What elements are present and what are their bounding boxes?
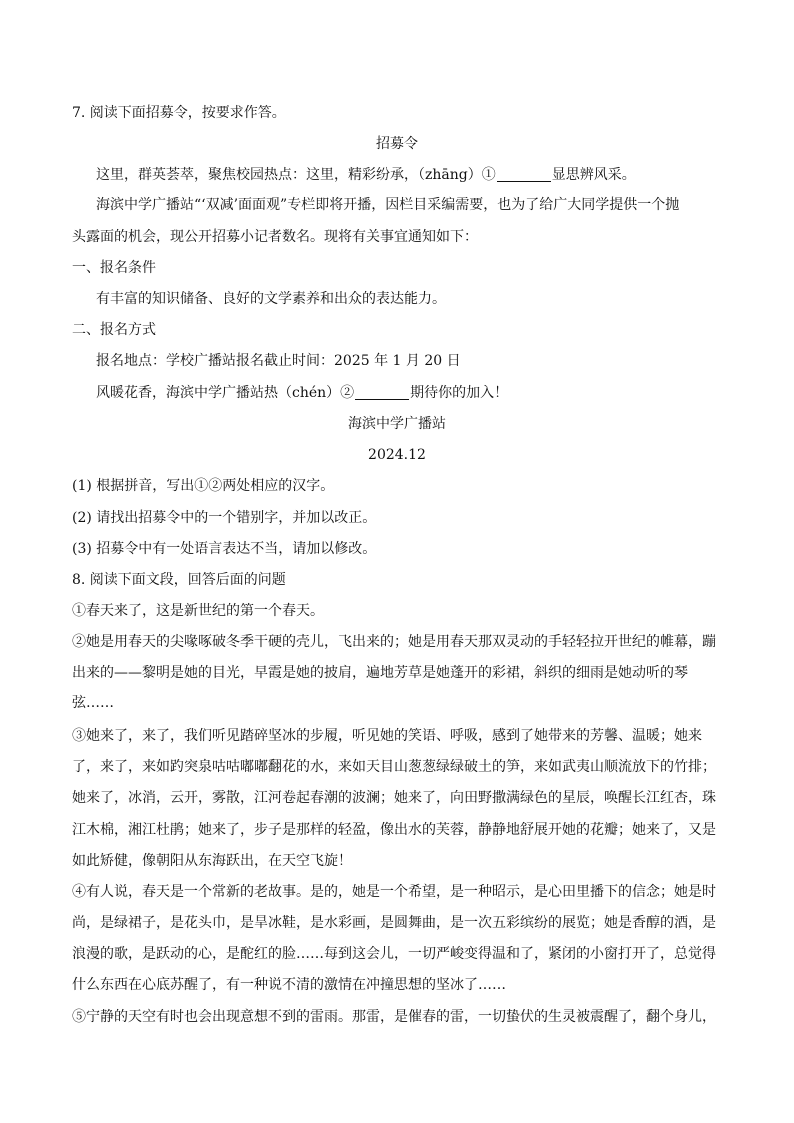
section2-text: 报名地点：学校广播站报名截止时间：2025 年 1 月 20 日 [96,353,461,369]
q8-p4-line1: ④有人说，春天是一个常新的老故事。是的，她是一个希望，是一种昭示，是心田里播下的信念；她是时 [72,884,716,900]
answer-blank-2 [355,385,409,400]
closing-before: 风暖花香，海滨中学广播站热（chén）② [96,385,355,401]
q7-para2-line1: 海滨中学广播站“‘双减’面面观”专栏即将开播，因栏目采编需要，也为了给广大同学提供一个抛 [96,197,680,213]
q8-p2-line2: 出来的——黎明是她的目光，早霞是她的披肩，遍地芳草是她蓬开的彩裙，斜织的细雨是她动听的琴 [72,665,688,681]
recruitment-title: 招募令 [376,136,418,152]
q7-para2-line2: 头露面的机会，现公开招募小记者数名。现将有关事宜通知如下： [72,229,478,245]
q8-p5-line1: ⑤宁静的天空有时也会出现意想不到的雷雨。那雷，是催春的雷，一切蛰伏的生灵被震醒了，翻个身儿， [72,1009,716,1025]
q7-question: 7. 阅读下面招募令，按要求作答。 [72,105,286,121]
q7-para1-after: 显思辨风采。 [551,167,636,183]
section1-heading: 一、报名条件 [72,260,156,276]
q8-p3-line5: 如此矫健，像朝阳从东海跃出，在天空飞旋！ [72,853,352,869]
q8-p4-line2: 尚，是绿裙子，是花头巾，是旱冰鞋，是水彩画，是圆舞曲，是一次五彩缤纷的展览；她是香醇的酒，是 [72,915,716,931]
q7-sub1: (1) 根据拼音，写出①②两处相应的汉字。 [72,478,335,494]
section2-heading: 二、报名方式 [72,322,156,338]
q8-p3-line4: 江木棉，湘江杜鹃；她来了，步子是那样的轻盈，像出水的芙蓉，静静地舒展开她的花瓣；她来了，又是 [72,822,716,838]
closing-line [96,384,508,402]
signature: 海滨中学广播站 [348,416,446,432]
q7-sub2: (2) 请找出招募令中的一个错别字，并加以改正。 [72,510,377,526]
q8-question: 8. 阅读下面文段，回答后面的问题 [72,572,286,588]
q8-p2-line1: ②她是用春天的尖喙啄破冬季干硬的壳儿，飞出来的；她是用春天那双灵动的手轻轻拉开世纪的帷幕，蹦 [72,634,716,650]
q8-p4-line4: 什么东西在心底苏醒了，有一种说不清的激情在冲撞思想的坚冰了…… [72,977,506,993]
q8-p3-line2: 了，来了，来如趵突泉咕咕嘟嘟翻花的水，来如天目山葱葱绿绿破土的笋，来如武夷山顺流放下的竹排； [72,759,716,775]
q8-p3-line3: 她来了，冰消，云开，雾散，江河卷起春潮的波澜；她来了，向田野撒满绿色的星辰，唤醒长江红杏，珠 [72,790,716,806]
q7-para1 [96,166,636,184]
q8-p2-line3: 弦…… [72,695,114,711]
q7-sub3: (3) 招募令中有一处语言表达不当，请加以修改。 [72,541,377,557]
q7-para1-before: 这里，群英荟萃，聚焦校园热点：这里，精彩纷承，（zhāng）① [96,167,496,183]
closing-after: 期待你的加入！ [410,385,509,401]
section1-text: 有丰富的知识储备、良好的文学素养和出众的表达能力。 [96,291,446,307]
answer-blank-1 [497,167,551,182]
q8-p3-line1: ③她来了，来了，我们听见踏碎坚冰的步履，听见她的笑语、呼吸，感到了她带来的芳馨、温暖；她来 [72,728,702,744]
date: 2024.12 [368,447,426,463]
q8-p4-line3: 浪漫的歌，是跃动的心，是酡红的脸……每到这会儿，一切严峻变得温和了，紧闭的小窗打开了，总觉得 [72,946,716,962]
q8-p1: ①春天来了，这是新世纪的第一个春天。 [72,603,324,619]
